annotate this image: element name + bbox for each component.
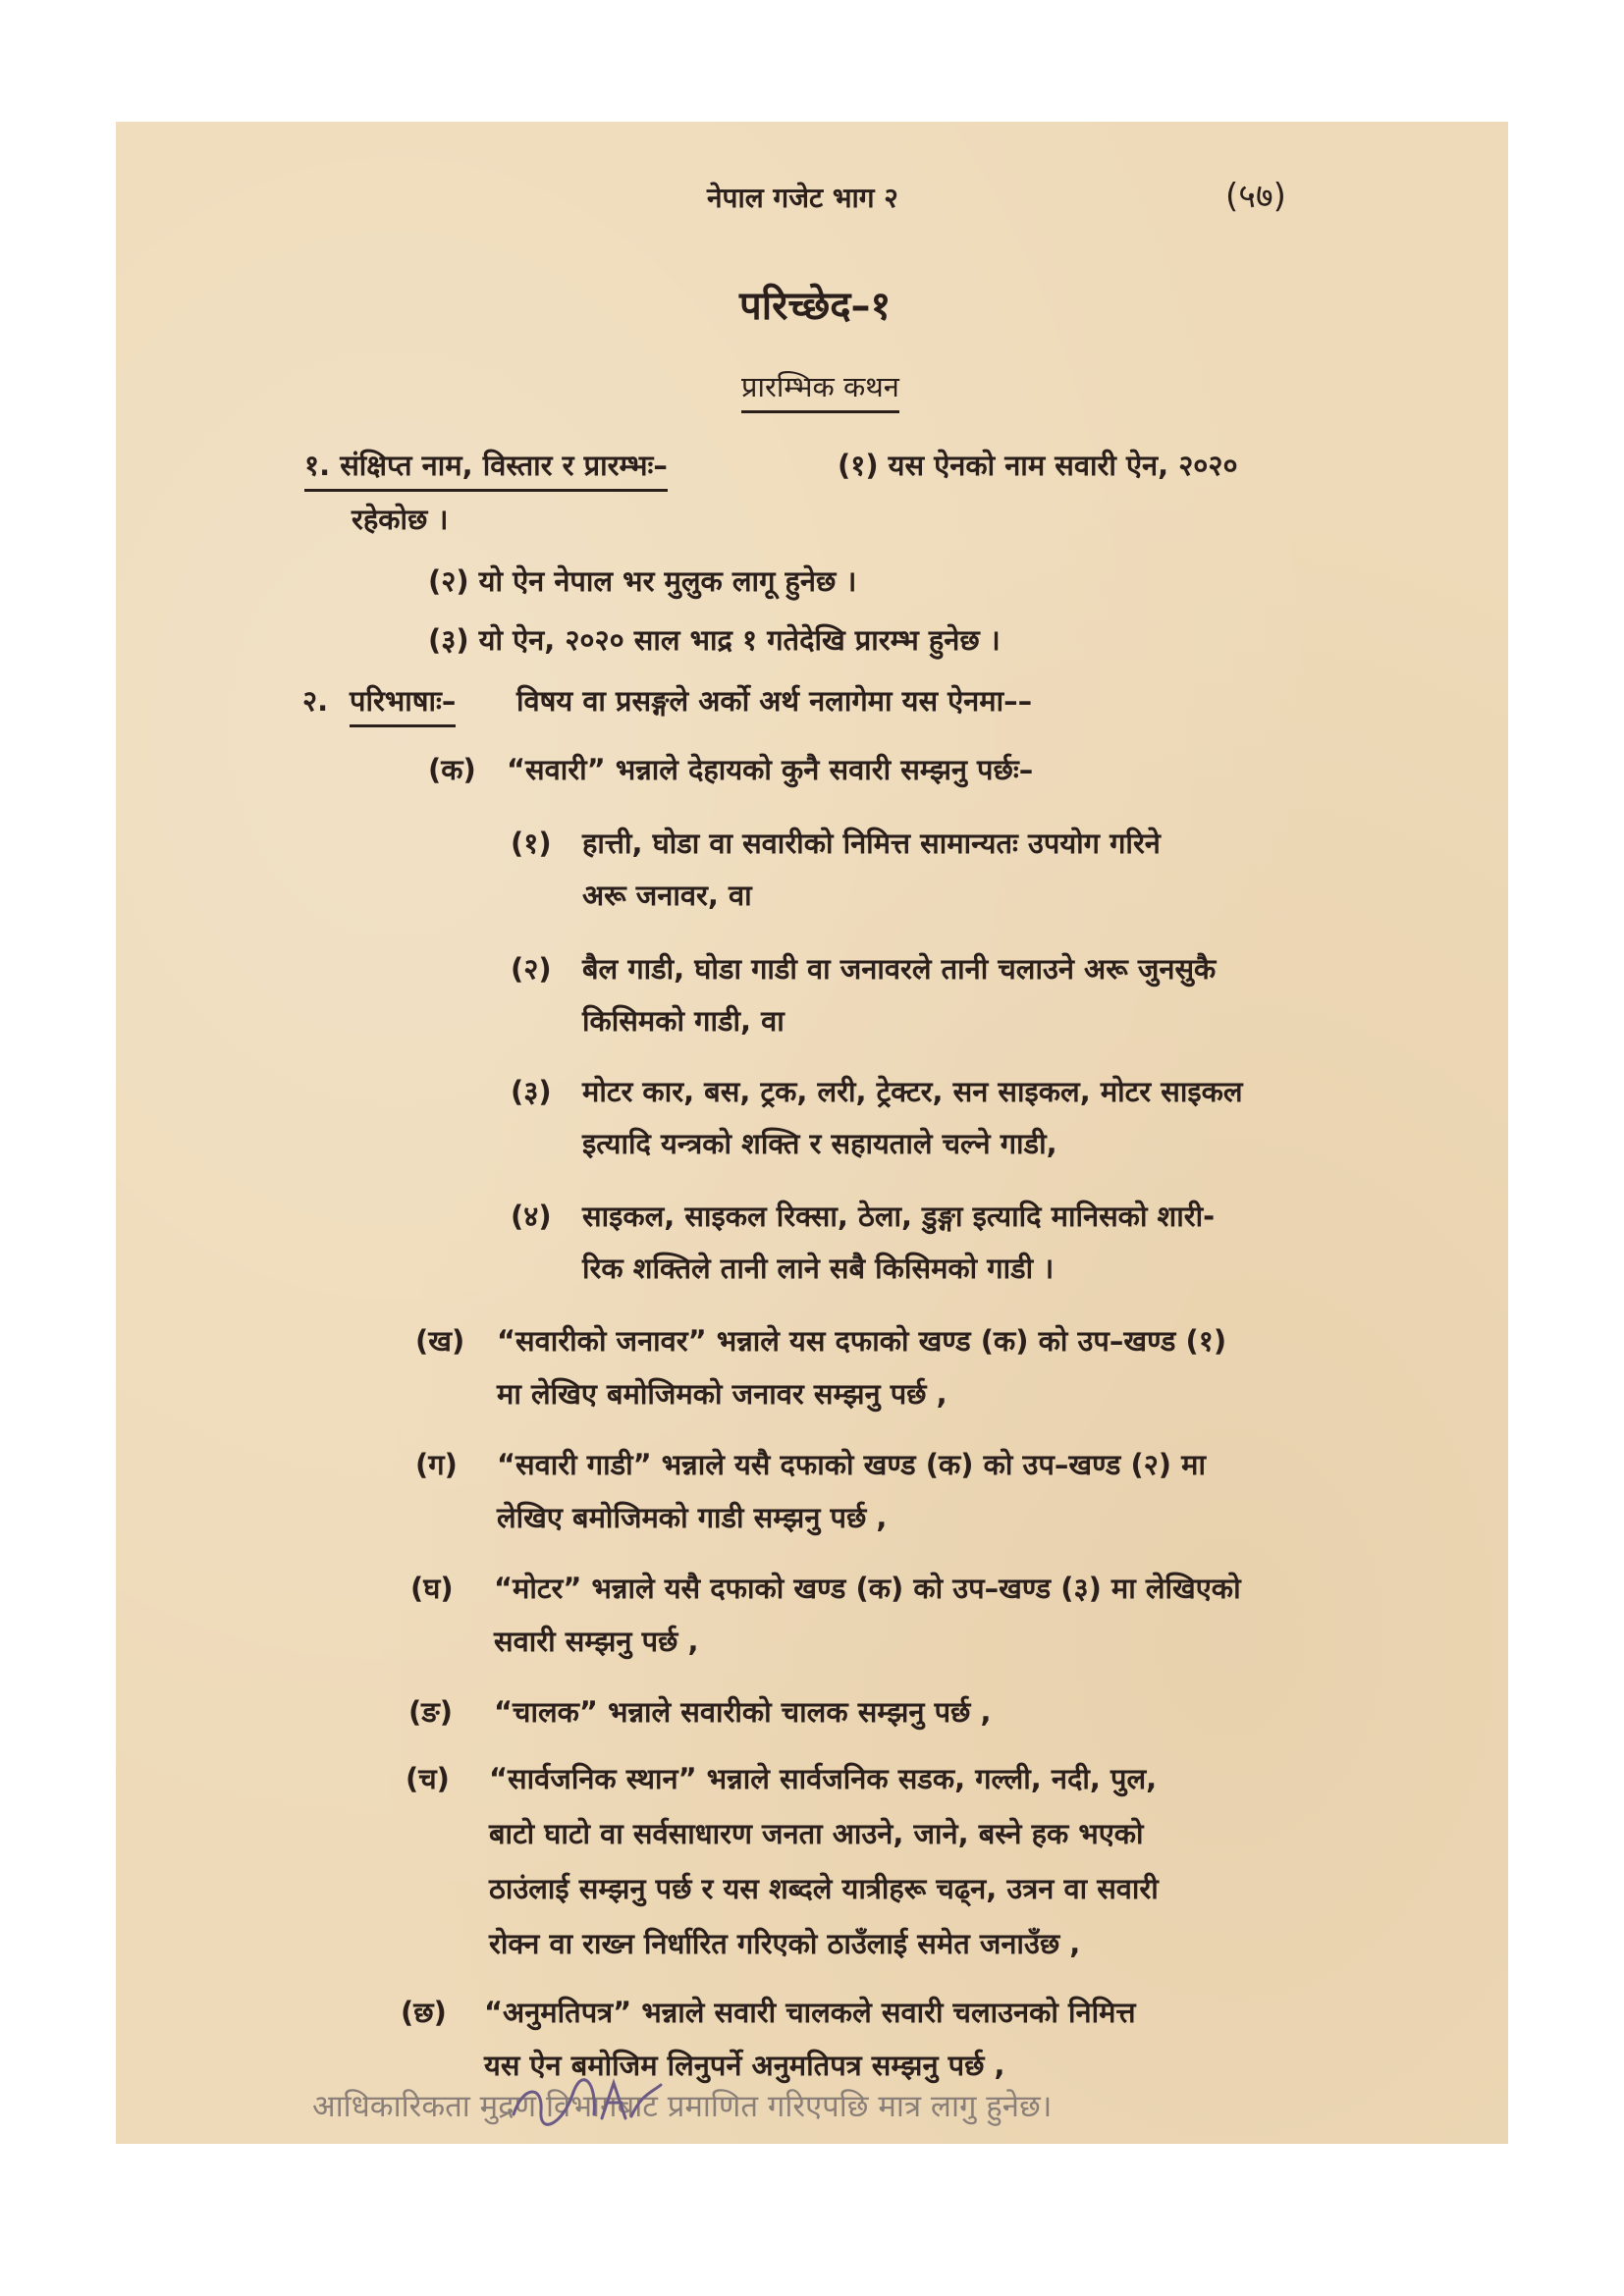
- clause-nga-line: “चालक” भन्नाले सवारीको चालक सम्झनु पर्छ ,: [494, 1695, 992, 1729]
- clause-ka-text: “सवारी” भन्नाले देहायको कुनै सवारी सम्झनु पर्छः–: [507, 753, 1034, 786]
- clause-cha-line: ठाउंलाई सम्झनु पर्छ र यस शब्दले यात्रीहरू चढ्न, उत्रन वा सवारी: [489, 1872, 1159, 1905]
- clause-chha-label: (छ): [401, 1996, 447, 2029]
- clause-ga-label: (ग): [415, 1448, 458, 1481]
- section2-heading: परिभाषाः–: [350, 681, 456, 727]
- clause-nga-label: (ङ): [408, 1695, 453, 1729]
- clause-kha-label: (ख): [415, 1324, 465, 1358]
- clause-gha-line: सवारी सम्झनु पर्छ ,: [494, 1625, 699, 1658]
- gazette-header-title: नेपाल गजेट भाग २: [707, 182, 898, 214]
- clause-chha-line: यस ऐन बमोजिम लिनुपर्ने अनुमतिपत्र सम्झनु पर्छ ,: [484, 2049, 1005, 2082]
- clause-cha-label: (च): [406, 1762, 450, 1795]
- clause-gha-line: “मोटर” भन्नाले यसै दफाको खण्ड (क) को उप–खण्ड (३) मा लेखिएको: [494, 1572, 1241, 1605]
- section2-intro: विषय वा प्रसङ्गले अर्को अर्थ नलागेमा यस ऐनमा––: [516, 684, 1033, 718]
- clause-gha-label: (घ): [410, 1572, 454, 1605]
- clause-ka-label: (क): [428, 753, 476, 786]
- clause-kha-line: “सवारीको जनावर” भन्नाले यस दफाको खण्ड (क) को उप–खण्ड (१): [497, 1324, 1227, 1358]
- subclause-4-label: (४): [511, 1200, 552, 1233]
- subclause-2-label: (२): [511, 952, 552, 986]
- page-number: (५७): [1225, 177, 1286, 216]
- chapter-heading: परिच्छेद–१: [739, 284, 892, 329]
- subclause-4-line: साइकल, साइकल रिक्सा, ठेला, डुङ्गा इत्यादि मानिसको शारी-: [582, 1200, 1216, 1233]
- clause-cha-line: बाटो घाटो वा सर्वसाधारण जनता आउने, जाने, बस्ने हक भएको: [489, 1817, 1144, 1850]
- section1-clause3: (३) यो ऐन, २०२० साल भाद्र १ गतेदेखि प्रारम्भ हुनेछ ।: [428, 623, 1001, 657]
- clause-chha-line: “अनुमतिपत्र” भन्नाले सवारी चालकले सवारी चलाउनको निमित्त: [484, 1996, 1136, 2029]
- clause-cha-line: रोक्न वा राख्न निर्धारित गरिएको ठाउँलाई समेत जनाउँछ ,: [489, 1927, 1081, 1960]
- subclause-2-line: किसिमको गाडी, वा: [582, 1004, 785, 1038]
- section1-clause1: (१) यस ऐनको नाम सवारी ऐन, २०२०: [838, 449, 1238, 482]
- gazette-page: [116, 122, 1508, 2144]
- subclause-1-label: (१): [511, 827, 552, 860]
- clause-cha-line: “सार्वजनिक स्थान” भन्नाले सार्वजनिक सडक, गल्ली, नदी, पुल,: [489, 1762, 1158, 1795]
- subclause-1-line: अरू जनावर, वा: [582, 879, 752, 912]
- subclause-3-line: मोटर कार, बस, ट्रक, लरी, ट्रेक्टर, सन साइकल, मोटर साइकल: [582, 1075, 1243, 1108]
- chapter-subheading: प्रारम्भिक कथन: [741, 367, 899, 413]
- clause-ga-line: “सवारी गाडी” भन्नाले यसै दफाको खण्ड (क) को उप–खण्ड (२) मा: [497, 1448, 1207, 1481]
- section1-heading: १. संक्षिप्त नाम, विस्तार र प्रारम्भः–: [304, 446, 668, 492]
- section2-number: २.: [302, 684, 329, 718]
- authentication-note: आधिकारिकता मुद्रण विभागबाट प्रमाणित गरिएपछि मात्र लागु हुनेछ।: [312, 2089, 1053, 2124]
- subclause-3-line: इत्यादि यन्त्रको शक्ति र सहायताले चल्ने गाडी,: [582, 1127, 1057, 1160]
- section1-clause2: (२) यो ऐन नेपाल भर मुलुक लागू हुनेछ ।: [428, 564, 857, 598]
- section1-continuation: रहेकोछ ।: [352, 503, 449, 536]
- clause-kha-line: मा लेखिए बमोजिमको जनावर सम्झनु पर्छ ,: [497, 1377, 947, 1411]
- clause-ga-line: लेखिए बमोजिमको गाडी सम्झनु पर्छ ,: [497, 1501, 888, 1534]
- subclause-1-line: हात्ती, घोडा वा सवारीको निमित्त सामान्यतः उपयोग गरिने: [582, 827, 1161, 860]
- subclause-3-label: (३): [511, 1075, 552, 1108]
- subclause-4-line: रिक शक्तिले तानी लाने सबै किसिमको गाडी ।: [582, 1252, 1055, 1285]
- subclause-2-line: बैल गाडी, घोडा गाडी वा जनावरले तानी चलाउने अरू जुनसुकै: [582, 952, 1217, 986]
